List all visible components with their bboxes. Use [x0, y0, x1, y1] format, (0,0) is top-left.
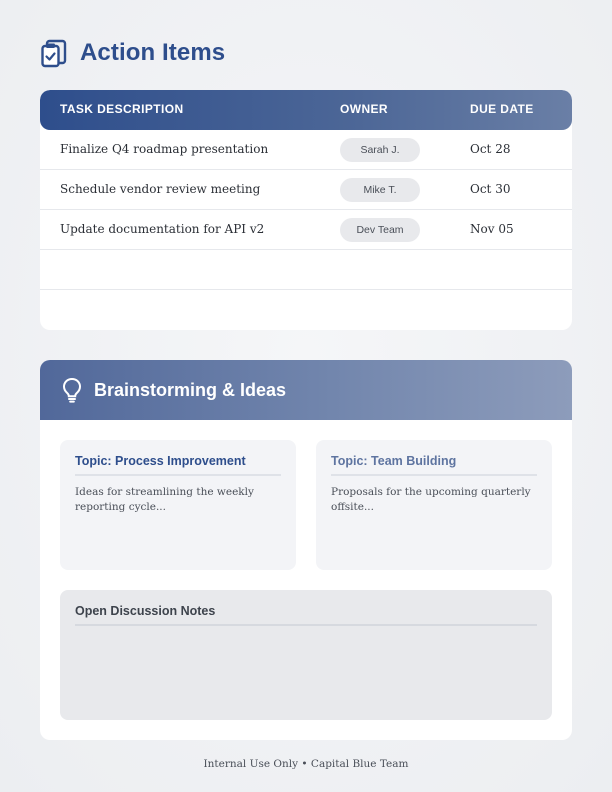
topic-card-process-improvement — [60, 440, 296, 570]
empty-table-row — [40, 290, 572, 330]
topic-card-team-building — [316, 440, 552, 570]
owner-badge: Dev Team — [340, 218, 420, 242]
owner-badge: Mike T. — [340, 178, 420, 202]
owner-badge: Sarah J. — [340, 138, 420, 162]
action-items-header — [40, 36, 225, 70]
topic-body: Ideas for streamlining the weekly reporting cycle... — [75, 486, 254, 513]
table-header — [40, 90, 572, 130]
column-header-due-date: DUE DATE — [470, 102, 534, 116]
task-description: Update documentation for API v2 — [60, 222, 265, 236]
action-items-table — [40, 90, 572, 330]
notes-title: Open Discussion Notes — [75, 604, 537, 626]
task-description: Schedule vendor review meeting — [60, 182, 261, 196]
column-header-task: TASK DESCRIPTION — [60, 102, 184, 116]
topic-body: Proposals for the upcoming quarterly offsite... — [331, 486, 531, 513]
open-discussion-notes — [60, 590, 552, 720]
task-description: Finalize Q4 roadmap presentation — [60, 142, 269, 156]
brainstorming-section — [40, 360, 572, 740]
clipboard-check-icon — [40, 38, 68, 68]
brainstorming-title: Brainstorming & Ideas — [94, 379, 287, 400]
table-row — [40, 210, 572, 250]
table-row — [40, 170, 572, 210]
action-items-title: Action Items — [80, 39, 226, 66]
empty-table-row — [40, 250, 572, 290]
due-date: Nov 05 — [470, 222, 514, 236]
lightbulb-icon — [62, 377, 82, 403]
topic-title: Topic: Process Improvement — [75, 454, 281, 476]
brainstorming-header — [40, 360, 572, 420]
topic-title: Topic: Team Building — [331, 454, 537, 476]
footer-text: Internal Use Only • Capital Blue Team — [203, 758, 409, 770]
table-row — [40, 130, 572, 170]
column-header-owner: OWNER — [340, 102, 388, 116]
due-date: Oct 28 — [470, 142, 511, 156]
due-date: Oct 30 — [470, 182, 511, 196]
